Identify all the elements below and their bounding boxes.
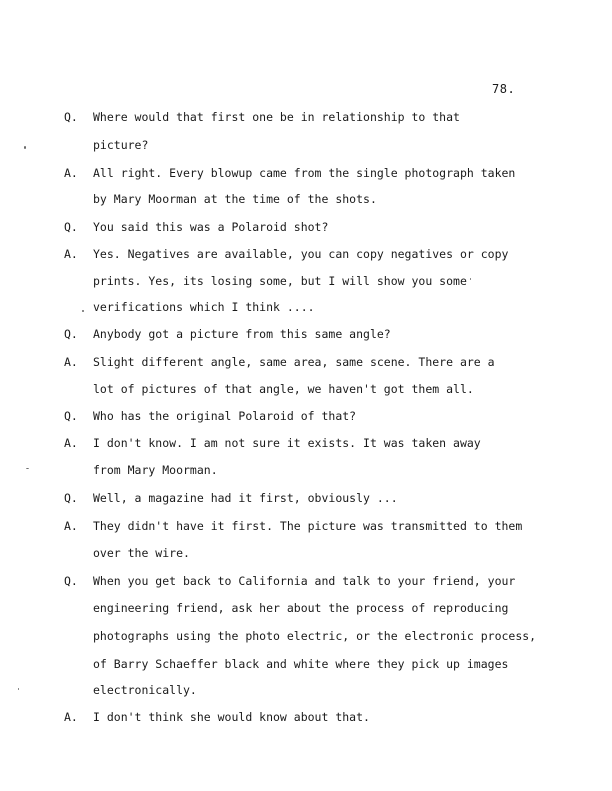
transcript-line — [0, 407, 612, 425]
line-text: I don't think she would know about that. — [93, 710, 370, 724]
line-text: All right. Every blowup came from the single photograph taken — [93, 166, 516, 180]
transcript-line — [0, 245, 612, 263]
transcript-line — [0, 164, 612, 182]
line-text: electronically. — [93, 683, 197, 697]
transcript-line — [0, 108, 612, 126]
scan-speck — [18, 688, 19, 690]
speaker-label: A. — [64, 710, 78, 724]
line-text: lot of pictures of that angle, we haven't got them all. — [93, 382, 474, 396]
line-text: over the wire. — [93, 546, 190, 560]
transcript-line — [0, 627, 612, 645]
line-text: engineering friend, ask her about the process of reproducing — [93, 601, 509, 615]
line-text: from Mary Moorman. — [93, 463, 218, 477]
line-text: Anybody got a picture from this same angle? — [93, 327, 391, 341]
scan-speck — [82, 310, 84, 312]
line-text: They didn't have it first. The picture was transmitted to them — [93, 519, 523, 533]
line-text: Slight different angle, same area, same scene. There are a — [93, 355, 495, 369]
speaker-label: A. — [64, 166, 78, 180]
transcript-line — [0, 434, 612, 452]
speaker-label: A. — [64, 247, 78, 261]
line-text: of Barry Schaeffer black and white where they pick up images — [93, 657, 509, 671]
transcript-line — [0, 353, 612, 371]
speaker-label: Q. — [64, 409, 78, 423]
line-text: Yes. Negatives are available, you can copy negatives or copy — [93, 247, 509, 261]
scan-speck — [24, 146, 26, 149]
line-text: picture? — [93, 138, 149, 152]
line-text: prints. Yes, its losing some, but I will show you some — [93, 274, 467, 288]
line-text: When you get back to California and talk to your friend, your — [93, 574, 516, 588]
line-text: Well, a magazine had it first, obviously ... — [93, 491, 398, 505]
line-text: Who has the original Polaroid of that? — [93, 409, 357, 423]
speaker-label: Q. — [64, 491, 78, 505]
transcript-line — [0, 272, 612, 290]
speaker-label: A. — [64, 355, 78, 369]
transcript-line — [0, 572, 612, 590]
line-text: I don't know. I am not sure it exists. It was taken away — [93, 436, 481, 450]
transcript-line — [0, 489, 612, 507]
transcript-line — [0, 325, 612, 343]
transcript-line — [0, 218, 612, 236]
transcript-line — [0, 708, 612, 726]
speaker-label: Q. — [64, 327, 78, 341]
scan-speck — [470, 278, 471, 280]
line-text: You said this was a Polaroid shot? — [93, 220, 329, 234]
transcript-line — [0, 380, 612, 398]
transcript-line — [0, 599, 612, 617]
speaker-label: Q. — [64, 574, 78, 588]
transcript-line — [0, 655, 612, 673]
transcript-line — [0, 461, 612, 479]
line-text: photographs using the photo electric, or the electronic process, — [93, 629, 537, 643]
transcript-line — [0, 298, 612, 316]
transcript-line — [0, 544, 612, 562]
transcript-line — [0, 190, 612, 208]
line-text: Where would that first one be in relationship to that — [93, 110, 460, 124]
speaker-label: Q. — [64, 220, 78, 234]
transcript-line — [0, 681, 612, 699]
transcript-line — [0, 517, 612, 535]
scan-speck — [26, 468, 29, 469]
transcript-line — [0, 136, 612, 154]
speaker-label: A. — [64, 436, 78, 450]
speaker-label: Q. — [64, 110, 78, 124]
speaker-label: A. — [64, 519, 78, 533]
line-text: by Mary Moorman at the time of the shots. — [93, 192, 377, 206]
line-text: verifications which I think .... — [93, 300, 315, 314]
page-number: 78. — [492, 82, 516, 96]
